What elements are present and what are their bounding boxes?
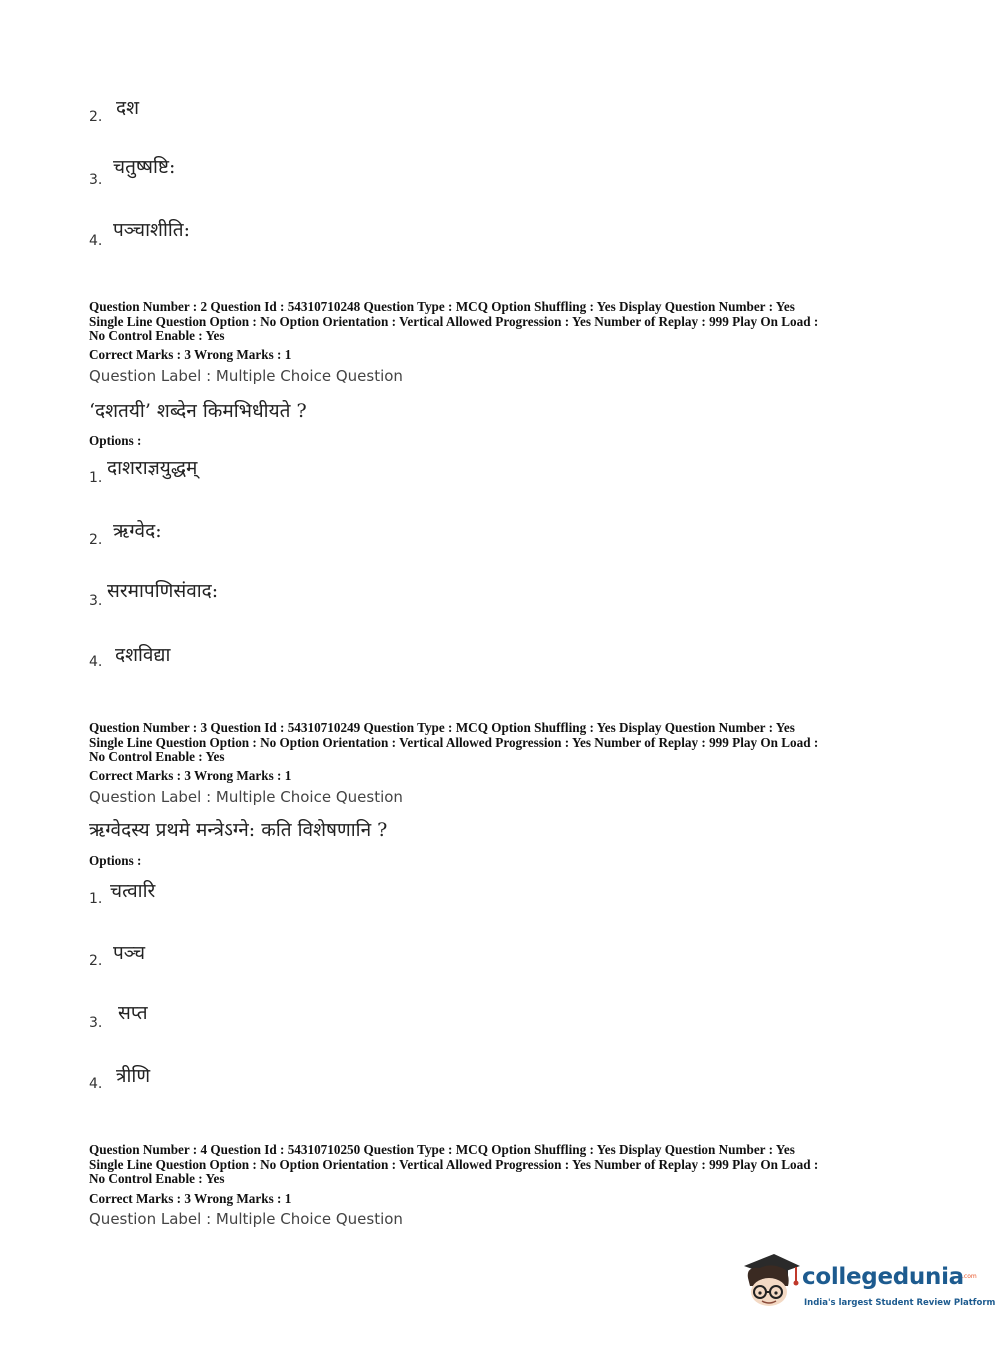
brand-name: collegedunia xyxy=(802,1264,964,1290)
option-number: 1. xyxy=(89,891,103,907)
brand-suffix: .com xyxy=(962,1273,977,1280)
collegedunia-logo xyxy=(738,1248,996,1318)
question-meta-line: Single Line Question Option : No Option Orientation : Vertical Allowed Progression : Yes Number of Replay : 999 Play On Load : xyxy=(89,313,819,329)
question-meta-line: Question Number : 2 Question Id : 54310710248 Question Type : MCQ Option Shuffling : Yes Display Question Number : Yes xyxy=(89,299,795,314)
option-number: 2. xyxy=(89,953,103,969)
option-number: 2. xyxy=(89,532,103,548)
question-marks: Correct Marks : 3 Wrong Marks : 1 xyxy=(89,347,292,362)
question-meta xyxy=(89,1143,818,1187)
option-text: दाशराज्ञयुद्धम् xyxy=(107,457,198,479)
mascot-icon xyxy=(738,1248,802,1318)
question-text: ऋग्वेदस्य प्रथमे मन्त्रेऽग्ने: कति विशेषणानि ? xyxy=(89,819,388,841)
option-number: 3. xyxy=(89,1015,103,1031)
question-label: Question Label : Multiple Choice Question xyxy=(89,1210,403,1228)
question-meta-line: No Control Enable : Yes xyxy=(89,1171,225,1187)
question-meta-line: Question Number : 4 Question Id : 54310710250 Question Type : MCQ Option Shuffling : Yes Display Question Number : Yes xyxy=(89,1142,795,1157)
option-number: 4. xyxy=(89,1076,103,1092)
option-text: पञ्च xyxy=(113,942,146,964)
option-text: दश xyxy=(116,97,140,119)
question-marks: Correct Marks : 3 Wrong Marks : 1 xyxy=(89,1191,292,1206)
question-meta xyxy=(89,300,818,344)
question-meta-line: Single Line Question Option : No Option Orientation : Vertical Allowed Progression : Yes Number of Replay : 999 Play On Load : xyxy=(89,734,819,750)
option-text: सप्त xyxy=(118,1002,148,1024)
option-text: ऋग्वेद: xyxy=(113,520,162,542)
question-meta-line: Question Number : 3 Question Id : 54310710249 Question Type : MCQ Option Shuffling : Yes Display Question Number : Yes xyxy=(89,720,795,735)
option-text: चतुष्षष्टि: xyxy=(113,156,176,178)
question-marks: Correct Marks : 3 Wrong Marks : 1 xyxy=(89,768,292,783)
option-number: 3. xyxy=(89,172,103,188)
option-text: सरमापणिसंवाद: xyxy=(107,580,219,602)
option-text: दशविद्या xyxy=(115,644,171,666)
brand-tagline: India's largest Student Review Platform xyxy=(804,1298,996,1308)
question-label: Question Label : Multiple Choice Question xyxy=(89,367,403,385)
option-number: 4. xyxy=(89,233,103,249)
option-number: 2. xyxy=(89,109,103,125)
option-number: 3. xyxy=(89,593,103,609)
question-meta-line: Single Line Question Option : No Option Orientation : Vertical Allowed Progression : Yes Number of Replay : 999 Play On Load : xyxy=(89,1156,819,1172)
question-meta-line: No Control Enable : Yes xyxy=(89,328,225,344)
option-text: चत्वारि xyxy=(110,880,156,902)
options-heading: Options : xyxy=(89,853,142,868)
option-text: पञ्चाशीति: xyxy=(113,219,191,241)
question-meta-line: No Control Enable : Yes xyxy=(89,749,225,765)
question-text: ‘दशतयी’ शब्देन किमभिधीयते ? xyxy=(89,400,307,422)
option-number: 4. xyxy=(89,654,103,670)
options-heading: Options : xyxy=(89,433,142,448)
option-text: त्रीणि xyxy=(116,1065,151,1087)
option-number: 1. xyxy=(89,470,103,486)
question-label: Question Label : Multiple Choice Question xyxy=(89,788,403,806)
question-meta xyxy=(89,721,818,765)
